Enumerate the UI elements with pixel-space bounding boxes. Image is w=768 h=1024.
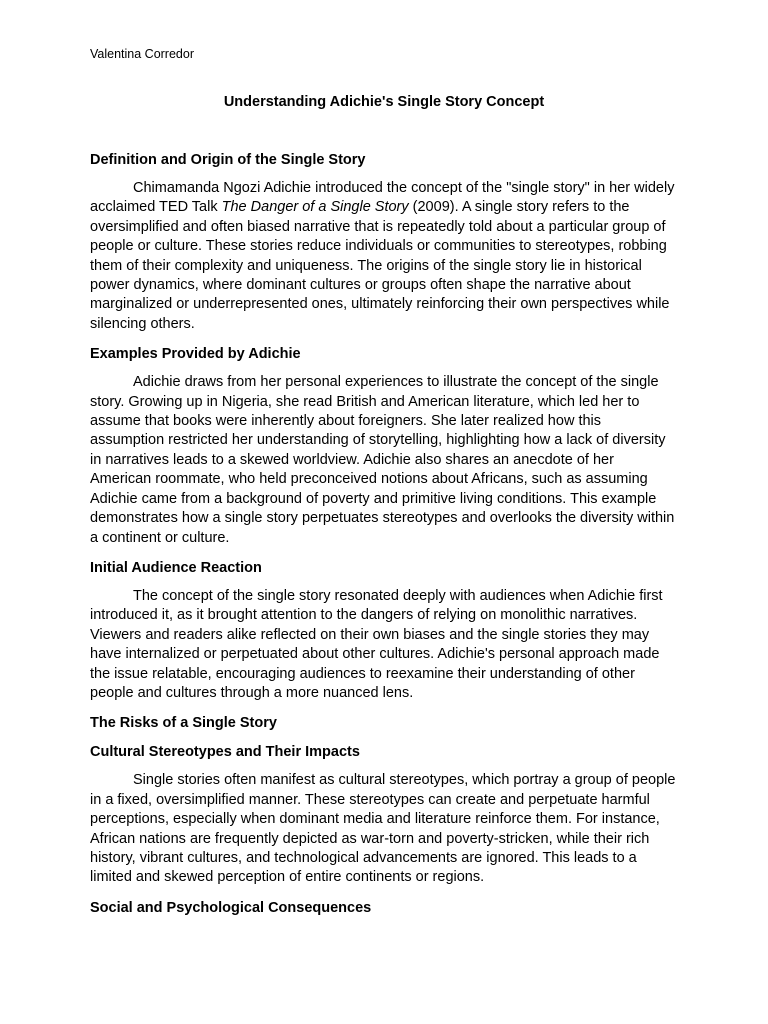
- paragraph-text: Chimamanda Ngozi Adichie introduced the concept of the "single story" in her widely acclaimed TED Talk: [90, 180, 675, 216]
- ted-talk-title: The Danger of a Single Story: [221, 199, 409, 216]
- section-paragraph-definition: [90, 179, 678, 334]
- section-heading-cultural-stereotypes: Cultural Stereotypes and Their Impacts: [90, 744, 360, 761]
- section-heading-audience-reaction: Initial Audience Reaction: [90, 559, 262, 576]
- section-heading-social-psychological: Social and Psychological Consequences: [90, 899, 372, 916]
- section-paragraph-cultural-stereotypes: Single stories often manifest as cultural stereotypes, which portray a group of people in a fixed, oversimplified manner. These stereotypes can create and perpetuate harmful perceptions, especially when dominant media and literature reinforce them. For instance, African nations are frequently depicted as war-torn and poverty-stricken, while their rich history, vibrant cultures, and technological advancements are ignored. This leads to a limited and skewed perception of entire continents or regions.: [90, 772, 676, 886]
- paragraph-text: (2009). A single story refers to the oversimplified and often biased narrative that is repeatedly told about a particular group of people or culture. These stories reduce individuals or communities to stereotypes, robbing them of their complexity and uniqueness. The origins of the single story lie in historical power dynamics, where dominant cultures or groups often shape the narrative about marginalized or underrepresented ones, ultimately reinforcing their own perspectives while silencing others.: [90, 199, 670, 332]
- section-heading-examples: Examples Provided by Adichie: [90, 346, 301, 363]
- section-paragraph-audience-reaction: The concept of the single story resonated deeply with audiences when Adichie first introduced it, as it brought attention to the dangers of relying on monolithic narratives. Viewers and readers alike reflected on their own biases and the single stories they may have internalized or perpetuated about other cultures. Adichie's personal approach made the issue relatable, encouraging audiences to reexamine their understanding of other people and cultures through a more nuanced lens.: [90, 587, 663, 701]
- section-paragraph-examples: Adichie draws from her personal experiences to illustrate the concept of the single story. Growing up in Nigeria, she read British and American literature, which led her to assume that books were inherently about foreigners. She later realized how this assumption restricted her understanding of storytelling, highlighting how a lack of diversity in narratives leads to a skewed worldview. Adichie also shares an anecdote of her American roommate, who held preconceived notions about Africans, such as assuming Adichie came from a background of poverty and primitive living conditions. This example demonstrates how a single story perpetuates stereotypes and overlooks the diversity within a continent or culture.: [90, 374, 675, 546]
- document-title: Understanding Adichie's Single Story Concept: [223, 94, 545, 110]
- section-heading-definition: Definition and Origin of the Single Story: [90, 152, 366, 168]
- section-heading-risks: The Risks of a Single Story: [90, 715, 277, 732]
- author-name: Valentina Corredor: [90, 47, 194, 61]
- document-body: [90, 150, 678, 927]
